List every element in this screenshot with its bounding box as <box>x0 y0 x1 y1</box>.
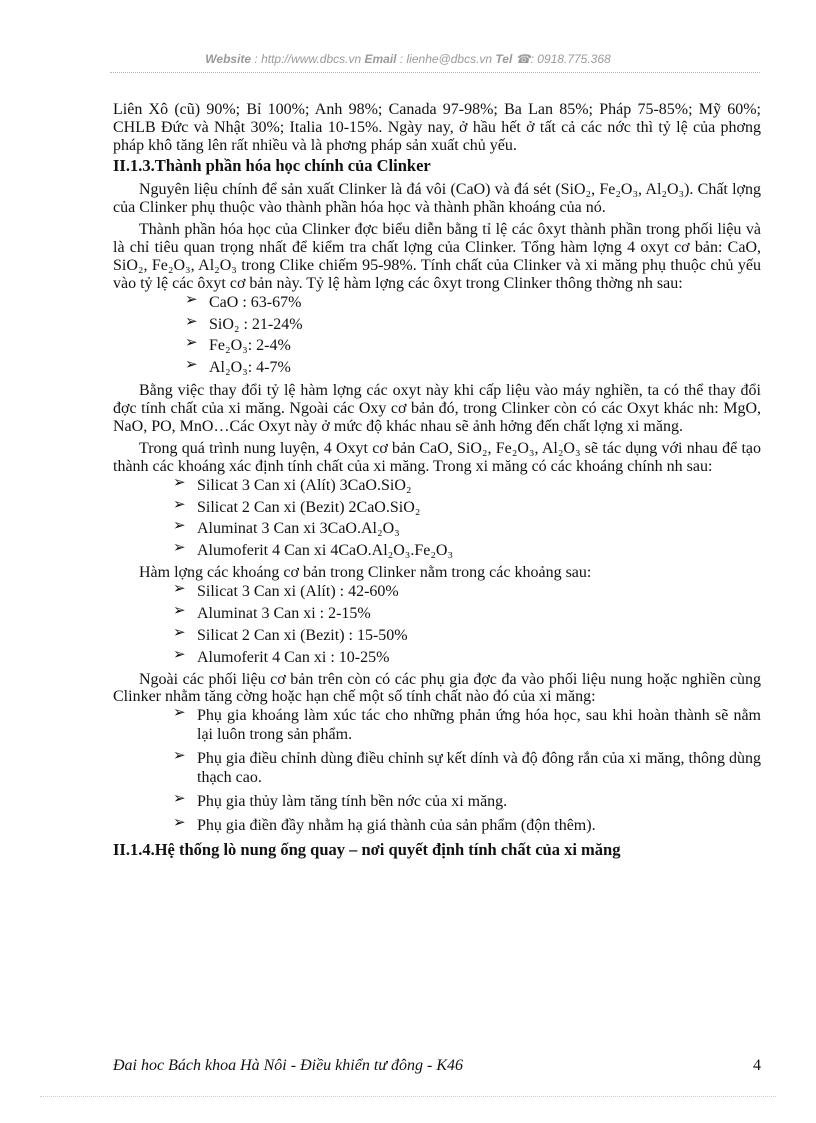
arrow-bullet-icon: ➢ <box>173 705 186 722</box>
website-label: Website <box>205 52 252 66</box>
arrow-bullet-icon: ➢ <box>185 313 198 330</box>
paragraph-raw-materials: Nguyên liệu chính để sản xuất Clinker là đá vôi (CaO) và đá sét (SiO₂, Fe₂O₃, Al₂O₃). Chất lợng của Clinker phụ thuộc vào thành phần hóa học và thành phần khoáng của nó. <box>113 181 761 217</box>
arrow-bullet-icon: ➢ <box>185 335 198 352</box>
list-item: ➢ Phụ gia thủy làm tăng tính bền nớc của xi măng. <box>173 790 508 810</box>
list-item: ➢ Aluminat 3 Can xi : 2-15% <box>173 602 371 622</box>
list-item: ➢ Fe₂O₃: 2-4% <box>185 335 291 355</box>
section-heading-ii-1-4: II.1.4.Hệ thống lò nung ống quay – nơi quyết định tính chất của xi măng <box>113 839 621 859</box>
arrow-bullet-icon: ➢ <box>173 474 186 491</box>
mineral-range-list <box>113 583 761 668</box>
list-item: ➢ Alumoferit 4 Can xi : 10-25% <box>173 646 390 666</box>
list-item: ➢ SiO₂ : 21-24% <box>185 313 303 333</box>
list-item: ➢ Silicat 2 Can xi (Bezit) : 15-50% <box>173 624 408 644</box>
email-label: Email <box>364 52 397 66</box>
footer-divider <box>40 1096 776 1097</box>
arrow-bullet-icon: ➢ <box>173 646 186 663</box>
paragraph-chemical-composition: Thành phần hóa học của Clinker đợc biểu diễn bằng tỉ lệ các ôxyt thành phần trong phối liệu và là chỉ tiêu quan trọng nhất để kiểm tra chất lợng của Clinker. Tổng hàm lợng 4 oxyt cơ bản: CaO, SiO₂, Fe₂O₃, Al₂O₃ trong Clike chiếm 95-98%. Tính chất của Clinker và xi măng phụ thuộc chủ yếu vào tỷ lệ các ôxyt cơ bản này. Tỷ lệ hàm lợng các ôxyt trong Clinker thông thờng nh sau: <box>113 221 761 292</box>
list-item: ➢ Silicat 2 Can xi (Bezit) 2CaO.SiO₂ <box>173 496 421 516</box>
paragraph-intro: Liên Xô (cũ) 90%; Bỉ 100%; Anh 98%; Canada 97-98%; Ba Lan 85%; Pháp 75-85%; Mỹ 60%; CHLB Đức và Nhật 30%; Italia 10-15%. Ngày nay, ở hầu hết ở tất cả các nớc thì tỷ lệ của phơng pháp khô tăng lên rất nhiều và là phơng pháp sản xuất chủ yếu. <box>113 101 761 154</box>
email-address[interactable]: : lienhe@dbcs.vn <box>399 52 493 66</box>
list-item: ➢ Silicat 3 Can xi (Alít) : 42-60% <box>173 581 399 601</box>
list-item: ➢ Phụ gia điền đầy nhằm hạ giá thành của sản phẩm (độn thêm). <box>173 814 596 834</box>
header-divider <box>110 72 760 73</box>
arrow-bullet-icon: ➢ <box>173 602 186 619</box>
additive-list <box>113 707 761 835</box>
paragraph-additives: Ngoài các phối liệu cơ bản trên còn có các phụ gia đợc đa vào phối liệu nung hoặc nghiền cùng Clinker nhằm tăng cờng hoặc hạn chế một số tính chất nào đó của xi măng: <box>113 670 761 706</box>
arrow-bullet-icon: ➢ <box>173 496 186 513</box>
arrow-bullet-icon: ➢ <box>173 540 186 557</box>
oxide-list <box>113 291 761 379</box>
arrow-bullet-icon: ➢ <box>185 291 198 308</box>
page-footer <box>113 1057 761 1075</box>
paragraph-calcination: Trong quá trình nung luyện, 4 Oxyt cơ bản CaO, SiO₂, Fe₂O₃, Al₂O₃ sẽ tác dụng với nhau để tạo thành các khoáng xác định tính chất của xi măng. Trong xi măng có các khoáng chính nh sau: <box>113 439 761 475</box>
section-heading-ii-1-3: II.1.3.Thành phần hóa học chính của Clinker <box>113 155 431 175</box>
list-item: ➢ CaO : 63-67% <box>185 291 302 311</box>
website-url[interactable]: : http://www.dbcs.vn <box>254 52 362 66</box>
mineral-list <box>113 474 761 562</box>
paragraph-mineral-content: Hàm lợng các khoáng cơ bản trong Clinker nằm trong các khoảng sau: <box>139 564 592 582</box>
page-body <box>113 101 761 865</box>
paragraph-oxide-ratio: Bằng việc thay đổi tỷ lệ hàm lợng các oxyt này khi cấp liệu vào máy nghiền, ta có thể thay đổi đợc tính chất của xi măng. Ngoài các Oxy cơ bản đó, trong Clinker còn có các Oxyt khác nh: MgO, NaO, PO, MnO…Các Oxyt này ở mức độ khác nhau sẽ ảnh hởng đến chất lợng xi măng. <box>113 382 761 435</box>
arrow-bullet-icon: ➢ <box>173 581 186 598</box>
arrow-bullet-icon: ➢ <box>173 748 186 765</box>
list-item: ➢ Silicat 3 Can xi (Alít) 3CaO.SiO₂ <box>173 474 412 494</box>
tel-label: Tel <box>495 52 513 66</box>
footer-text: Đai hoc Bách khoa Hà Nôi - Điều khiển tư đông - K46 <box>113 1057 463 1074</box>
list-item: ➢ Al₂O₃: 4-7% <box>185 357 291 377</box>
list-item: ➢ Phụ gia điều chỉnh dùng điều chỉnh sự kết dính và độ đông rắn của xi măng, thông dùng thạch cao. <box>173 748 761 786</box>
arrow-bullet-icon: ➢ <box>185 357 198 374</box>
phone-number: ☎: 0918.775.368 <box>515 52 611 66</box>
arrow-bullet-icon: ➢ <box>173 814 186 831</box>
page-number: 4 <box>753 1057 761 1074</box>
list-item: ➢ Aluminat 3 Can xi 3CaO.Al₂O₃ <box>173 518 400 538</box>
list-item: ➢ Alumoferit 4 Can xi 4CaO.Al₂O₃.Fe₂O₃ <box>173 540 454 560</box>
arrow-bullet-icon: ➢ <box>173 790 186 807</box>
arrow-bullet-icon: ➢ <box>173 624 186 641</box>
arrow-bullet-icon: ➢ <box>173 518 186 535</box>
list-item: ➢ Phụ gia khoáng làm xúc tác cho những phản ứng hóa học, sau khi hoàn thành sẽ nằm lại luôn trong sản phẩm. <box>173 705 761 744</box>
page-header <box>0 52 816 66</box>
